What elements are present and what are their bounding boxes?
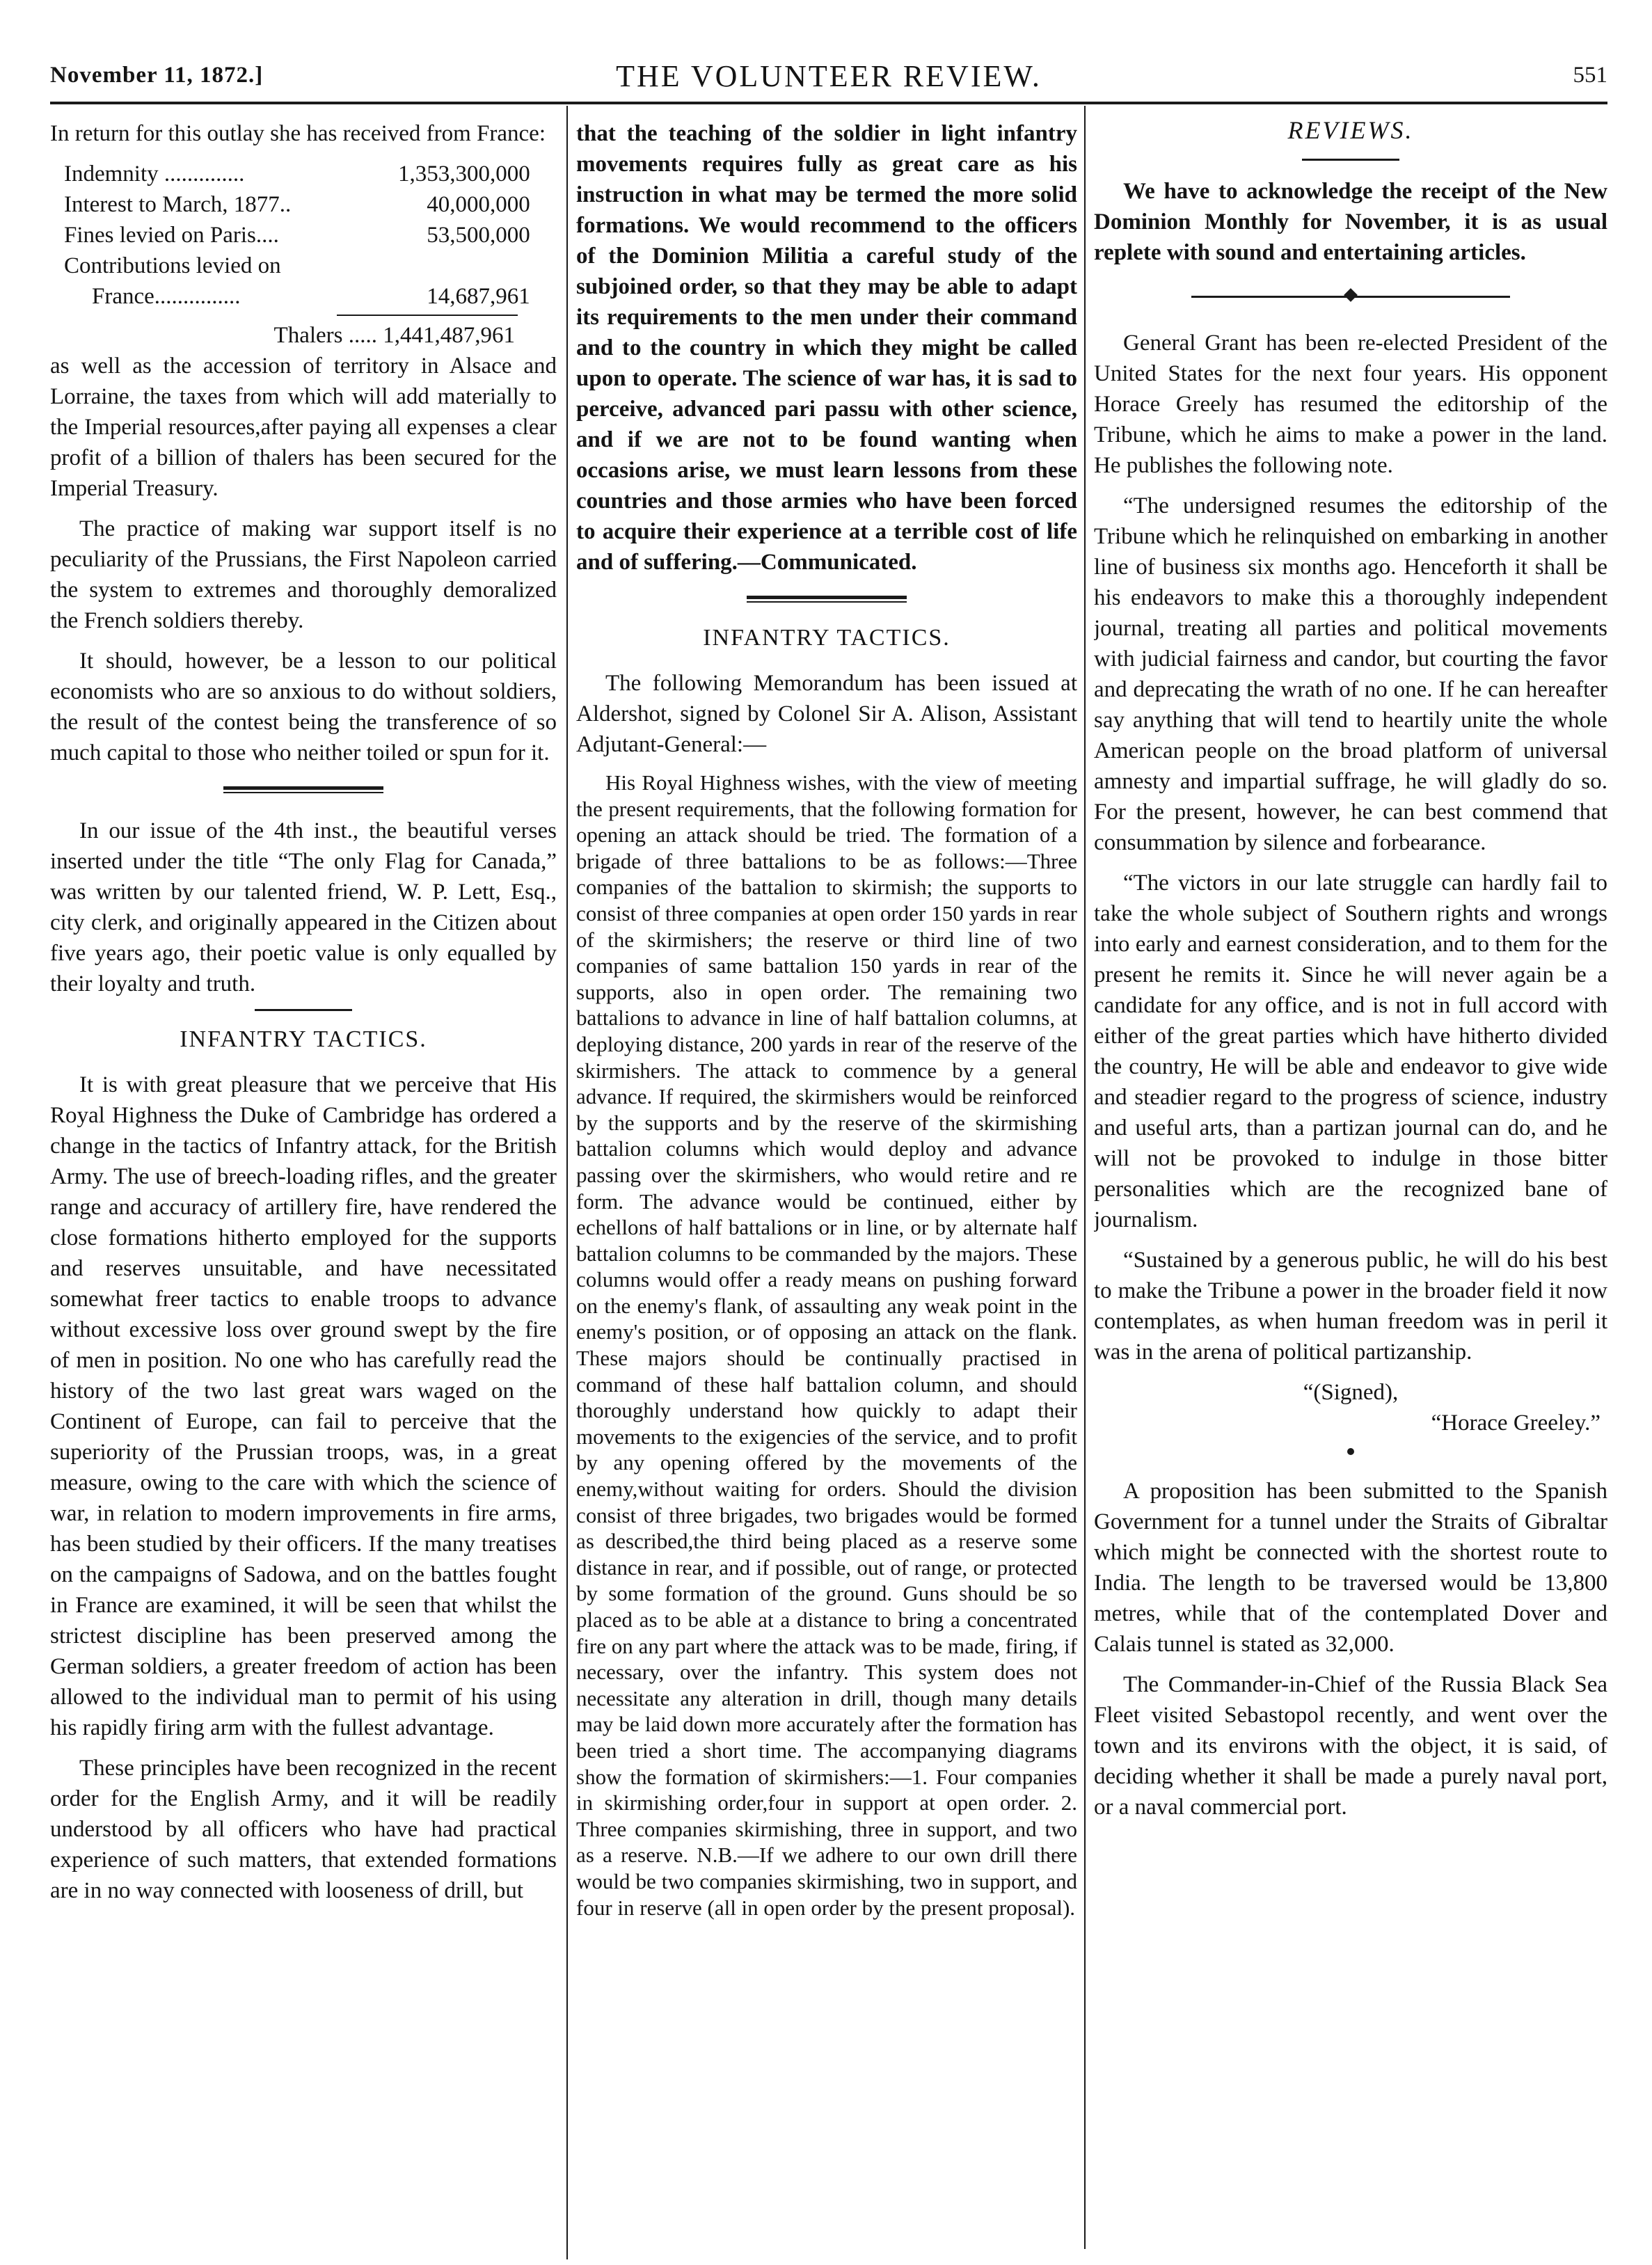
row-amount [358,251,530,281]
paragraph: It should, however, be a lesson to our political economists who are so anxious to do without soldiers, the result of the contest being the transference of so much capital to those who neither toiled or spun for it. [50,649,557,765]
section-divider [223,786,383,795]
signed-line: “(Signed), [1303,1380,1399,1405]
paragraph: A proposition has been submitted to the Spanish Government for a tunnel under the Straits of Gibraltar which might be connected with the shortest route to India. The length to be traversed would be 13,800 metres, while that of the contemplated Dover and Calais tunnel is stated as 32,000. [1094,1479,1607,1657]
paragraph: We have to acknowledge the receipt of the New Dominion Monthly for November, it is as usual replete with sound and entertaining articles. [1094,179,1607,265]
table-row [64,251,530,281]
table-row [64,220,530,251]
section-title: INFANTRY TACTICS. [180,1026,427,1052]
paragraph: as well as the accession of territory in Alsace and Lorraine, the taxes from which will add materially to the Imperial resources,after paying all expenses a clear profit of a billion of thalers has been secured for the Imperial Treasury. [50,353,557,501]
paragraph: that the teaching of the soldier in light infantry movements requires fully as great care as his instruction in what may be termed the more solid formations. We would recommend to the officers of the Dominion Militia a careful study of the subjoined order, so that they may be able to adapt its requirements to the men under their command and to the country in which they might be called upon to operate. The science of war has, it is sad to perceive, advanced pari passu with other science, and if we are not to be found wanting when occasions arise, we must learn lessons from these countries and those armies who have been forced to acquire their experience at a terrible cost of life and of suffering.—Communicated. [576,121,1077,575]
section-divider [747,596,907,604]
paragraph: It is with great pleasure that we perceive that His Royal Highness the Duke of Cambridge has ordered a change in the tactics of Infantry attack, for the British Army. The use of breech-loading rifles, and the greater range and accuracy of artillery fire, have rendered the close formations hitherto employed for the supports and reserves unsuitable, and have necessitated somewhat freer tactics to enable troops to advance without excessive loss over ground swept by the fire of men in position. No one who has carefully read the history of the two last great wars waged on the Continent of Europe, can fail to perceive that the superiority of the Prussian troops, was, in a great measure, owing to the care with which the science of war, in relation to modern improvements in fire arms, has been studied by their officers. If the many treatises on the campaigns of Sadowa, and on the battles fought in France are examined, it will be seen that whilst the strictest discipline has been preserved among the German soldiers, a greater freedom of action has been allowed to the individual man to permit of his using his rapidly firing arm with the fullest advantage. [50,1072,557,1740]
row-label: Fines levied on Paris.... [64,223,279,248]
section-title: INFANTRY TACTICS. [703,625,951,651]
france-intro: In return for this outlay she has received from France: [50,121,546,146]
column-divider-1 [566,106,568,2259]
section-divider [1094,286,1607,307]
row-label: Indemnity .............. [64,161,245,186]
row-label: France............... [92,284,241,309]
table-row [64,159,530,189]
column-1 [50,118,557,1916]
paragraph: “The undersigned resumes the editorship of the Tribune which he relinquished on embarking in another line of business six months ago. Henceforth it shall be his endeavors to make this a thoroughly independent journal, treating all parties and political movements with judicial fairness and candor, but courting the favor and deprecating the wrath of no one. If he can hereafter say anything that will tend to heartily unite the whole American people on the broad platform of universal amnesty and impartial suffrage, he will gladly do so. For the present, however, he can best commend that consummation by silence and forbearance. [1094,493,1607,855]
row-amount: 53,500,000 [427,223,530,248]
column-divider-2 [1084,106,1086,2249]
signature: “Horace Greeley.” [1431,1410,1601,1436]
row-label: Contributions levied on [64,253,281,278]
section-divider [1347,1448,1354,1455]
paragraph: “Sustained by a generous public, he will do his best to make the Tribune a power in the broader field it now contemplates, as when human freedom was in peril it was in the arena of political partizanship. [1094,1248,1607,1365]
thalers-total: Thalers ..... 1,441,487,961 [273,323,515,348]
newspaper-title: THE VOLUNTEER REVIEW. [616,59,1042,93]
header-rule [50,102,1607,104]
paragraph: “The victors in our late struggle can hardly fail to take the whole subject of Southern rights and wrongs into early and earnest consideration, and to them for the present he remits it. Since he will never again be a candidate for any office, and is not in full accord with either of the great parties which have hitherto divided the country, He will be able and endeavor to give wide and steadier regard to the progress of science, industry and useful arts, than a partizan journal can do, and he will not be provoked to indulge in those bitter personalities which are the recognized bane of journalism. [1094,871,1607,1232]
memorandum-text: His Royal Highness wishes, with the view of meeting the present requirements, that the following formation for opening an attack should be tried. The formation of a brigade of three battalions to be as follows:—Three companies of the battalion to skirmish; the supports to consist of three companies at open order 150 yards in rear of the skirmishers; the reserve or third line of two companies of same battalion 150 yards in rear of the supports, also in open order. The remaining two battalions to advance in line of half battalion columns, at deploying distance, 200 yards in rear of the reserve of the skirmishers. The attack to commence by a general advance. If required, the skirmishers would be reinforced by the supports and by the reserve of the skirmishing battalion columns which would deploy and advance passing over the skirmishers, who would retire and re form. The advance would be continued, either by echellons of half battalions or in line, or by alternate half battalion columns to be commanded by the majors. These columns would offer a ready means on pushing forward on the enemy's flank, of assaulting any weak point in the enemy's position, or of opposing an attack on the flank. These majors should be continually practised in command of these half battalion column, and should thoroughly understand how quickly to adapt their movements to the exigencies of the service, and to profit by any opening offered by the movements of the enemy,without waiting for orders. Should the division consist of three brigades, two brigades would be formed as described,the third being placed as a reserve some distance in rear, and if possible, out of range, or protected by some formation of the ground. Guns should be so placed as to be able at a distance to bring a concentrated fire on any part where the attack was to be made, firing, if necessary, over the infantry. This system does not necessitate any alteration in drill, though many details may be laid down more accurately after the formation has been tried a short time. The accompanying diagrams show the formation of skirmishers:—1. Four companies in skirmishing order,four in support at open order. 2. Three companies skirmishing, three in support, and two as a reserve. N.B.—If we adhere to our own drill there would be two companies skirmishing, two in support, and four in reserve (all in open order by the present proposal). [576,770,1077,1920]
header-date: November 11, 1872.] [50,63,264,88]
paragraph: The following Memorandum has been issued at Aldershot, signed by Colonel Sir A. Alison, Assistant Adjutant-General:— [576,671,1077,757]
paragraph: In our issue of the 4th inst., the beautiful verses inserted under the title “The only Flag for Canada,” was written by our talented friend, W. P. Lett, Esq., city clerk, and originally appeared in the Citizen about five years ago, their poetic value is only equalled by their loyalty and truth. [50,818,557,996]
page-number: 551 [1573,63,1607,88]
column-3 [1094,118,1607,1832]
page-header [50,58,1607,100]
table-row [64,281,530,312]
paragraph: The Commander-in-Chief of the Russia Black Sea Fleet visited Sebastopol recently, and went over the town and its environs with the object, it is said, of deciding whether it shall be made a purely naval port, or a naval commercial port. [1094,1672,1607,1820]
sum-rule [337,315,518,316]
paragraph: These principles have been recognized in the recent order for the English Army, and it will be readily understood by all officers who have had practical experience of such matters, that extended formations are in no way connected with looseness of drill, but [50,1756,557,1903]
row-amount: 1,353,300,000 [398,161,530,186]
paragraph: The practice of making war support itself is no peculiarity of the Prussians, the First Napoleon carried the system to extremes and thoroughly demoralized the French soldiers thereby. [50,516,557,633]
table-row [64,189,530,220]
row-amount: 40,000,000 [427,192,530,217]
receipts-table [64,159,530,312]
section-title: REVIEWS. [1287,118,1414,144]
row-amount: 14,687,961 [427,284,530,309]
row-label: Interest to March, 1877.. [64,192,292,217]
section-divider [1302,159,1399,161]
paragraph: General Grant has been re-elected President of the United States for the next four years. His opponent Horace Greely has resumed the editorship of the Tribune, which he aims to make a power in the land. He publishes the following note. [1094,331,1607,478]
section-divider [255,1009,352,1011]
column-2 [576,118,1077,1930]
